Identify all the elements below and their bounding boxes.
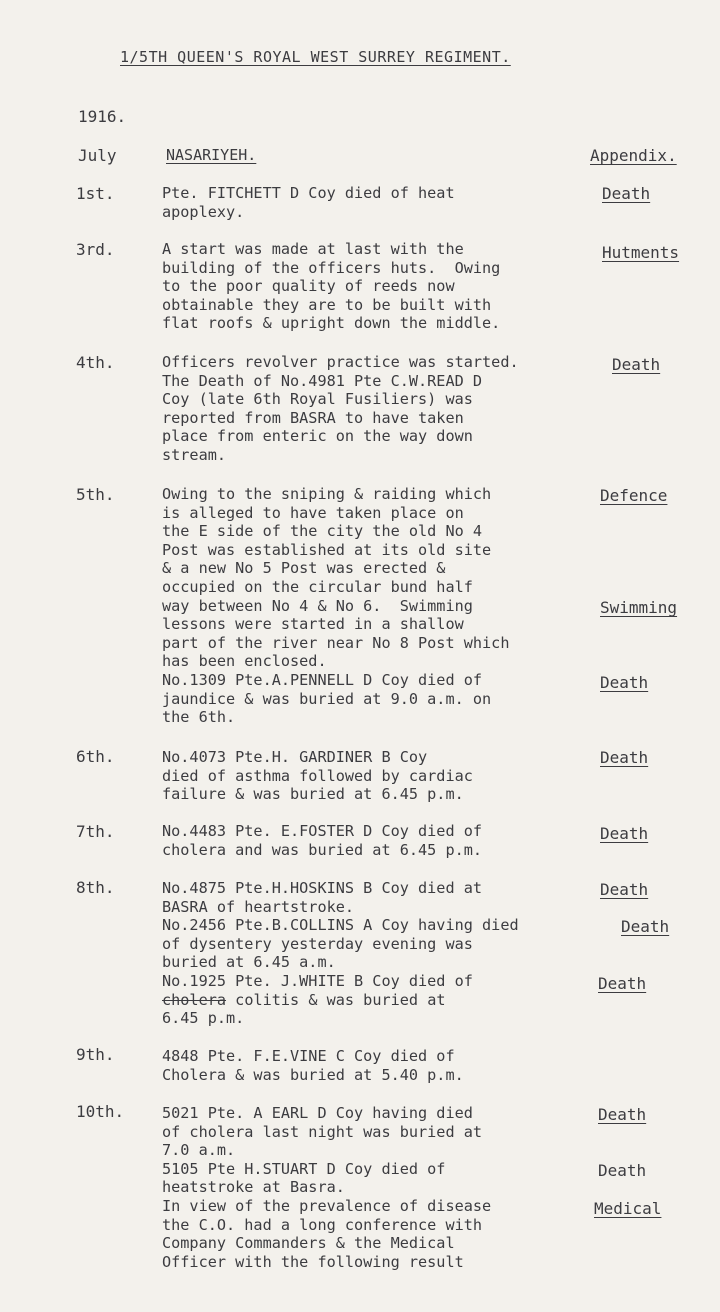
appendix-note: Death [602,184,651,203]
month-heading: July [78,146,117,165]
entry-day: 10th. [76,1102,125,1121]
entry-day: 8th. [76,878,115,897]
entry-text: No.4483 Pte. E.FOSTER D Coy died of cholera and was buried at 6.45 p.m. [162,822,483,859]
appendix-note: Death [600,673,649,692]
entry-text: No.4073 Pte.H. GARDINER B Coy died of asthma followed by cardiac failure & was buried at 6.45 p.m. [162,748,473,804]
entry-day: 4th. [76,353,115,372]
appendix-note: Death [600,748,649,767]
struck-word: cholera [162,990,227,1009]
entry-day: 5th. [76,485,115,504]
entry-text: 4848 Pte. F.E.VINE C Coy died of Cholera & was buried at 5.40 p.m. [162,1047,464,1084]
appendix-note: Medical [594,1199,662,1218]
appendix-note: Death [612,355,661,374]
entry-text: No.4875 Pte.H.HOSKINS B Coy died at BASRA of heartstroke. No.2456 Pte.B.COLLINS A Coy having died of dysentery yesterday evening was buried at 6.45 a.m. No.1925 Pte. J.WHITE B Coy died of cholera colitis & was buried at 6.45 p.m. [162,879,519,1028]
appendix-note: Death [598,974,647,993]
entry-day: 9th. [76,1045,115,1064]
entry-text: Pte. FITCHETT D Coy died of heat apoplexy. [162,184,455,221]
appendix-note: Death [598,1105,647,1124]
entry-day: 7th. [76,822,115,841]
entry-day: 6th. [76,747,115,766]
document-title: 1/5TH QUEEN'S ROYAL WEST SURREY REGIMENT. [120,48,511,66]
appendix-note: Death [600,880,649,899]
year-heading: 1916. [78,107,127,126]
appendix-note: Death [600,824,649,843]
appendix-note: Death [598,1161,647,1180]
entry-day: 3rd. [76,240,115,259]
entry-text: 5021 Pte. A EARL D Coy having died of cholera last night was buried at 7.0 a.m. 5105 Pte H.STUART D Coy died of heatstroke at Basra. In view of the prevalence of disease the C.O. had a long conference with Company Commanders & the Medical Officer with the following result [162,1104,492,1271]
entry-day: 1st. [76,184,115,203]
appendix-heading: Appendix. [590,146,677,165]
appendix-note: Defence [600,486,668,505]
place-heading: NASARIYEH. [166,146,257,164]
appendix-note: Death [621,917,670,936]
entry-text: A start was made at last with the building of the officers huts. Owing to the poor quality of reeds now obtainable they are to be built with flat roofs & upright down the middle. [162,240,501,333]
appendix-note: Swimming [600,598,678,617]
appendix-note: Hutments [602,243,680,262]
entry-text: Owing to the sniping & raiding which is alleged to have taken place on the E side of the city the old No 4 Post was established at its old site & a new No 5 Post was erected & occupied on the circular bund half way between No 4 & No 6. Swimming lessons were started in a shallow part of the river near No 8 Post which has been enclosed. No.1309 Pte.A.PENNELL D Coy died of jaundice & was buried at 9.0 a.m. on the 6th. [162,485,510,727]
entry-text: Officers revolver practice was started. The Death of No.4981 Pte C.W.READ D Coy (late 6th Royal Fusiliers) was reported from BASRA to have taken place from enteric on the way down stream. [162,353,519,464]
